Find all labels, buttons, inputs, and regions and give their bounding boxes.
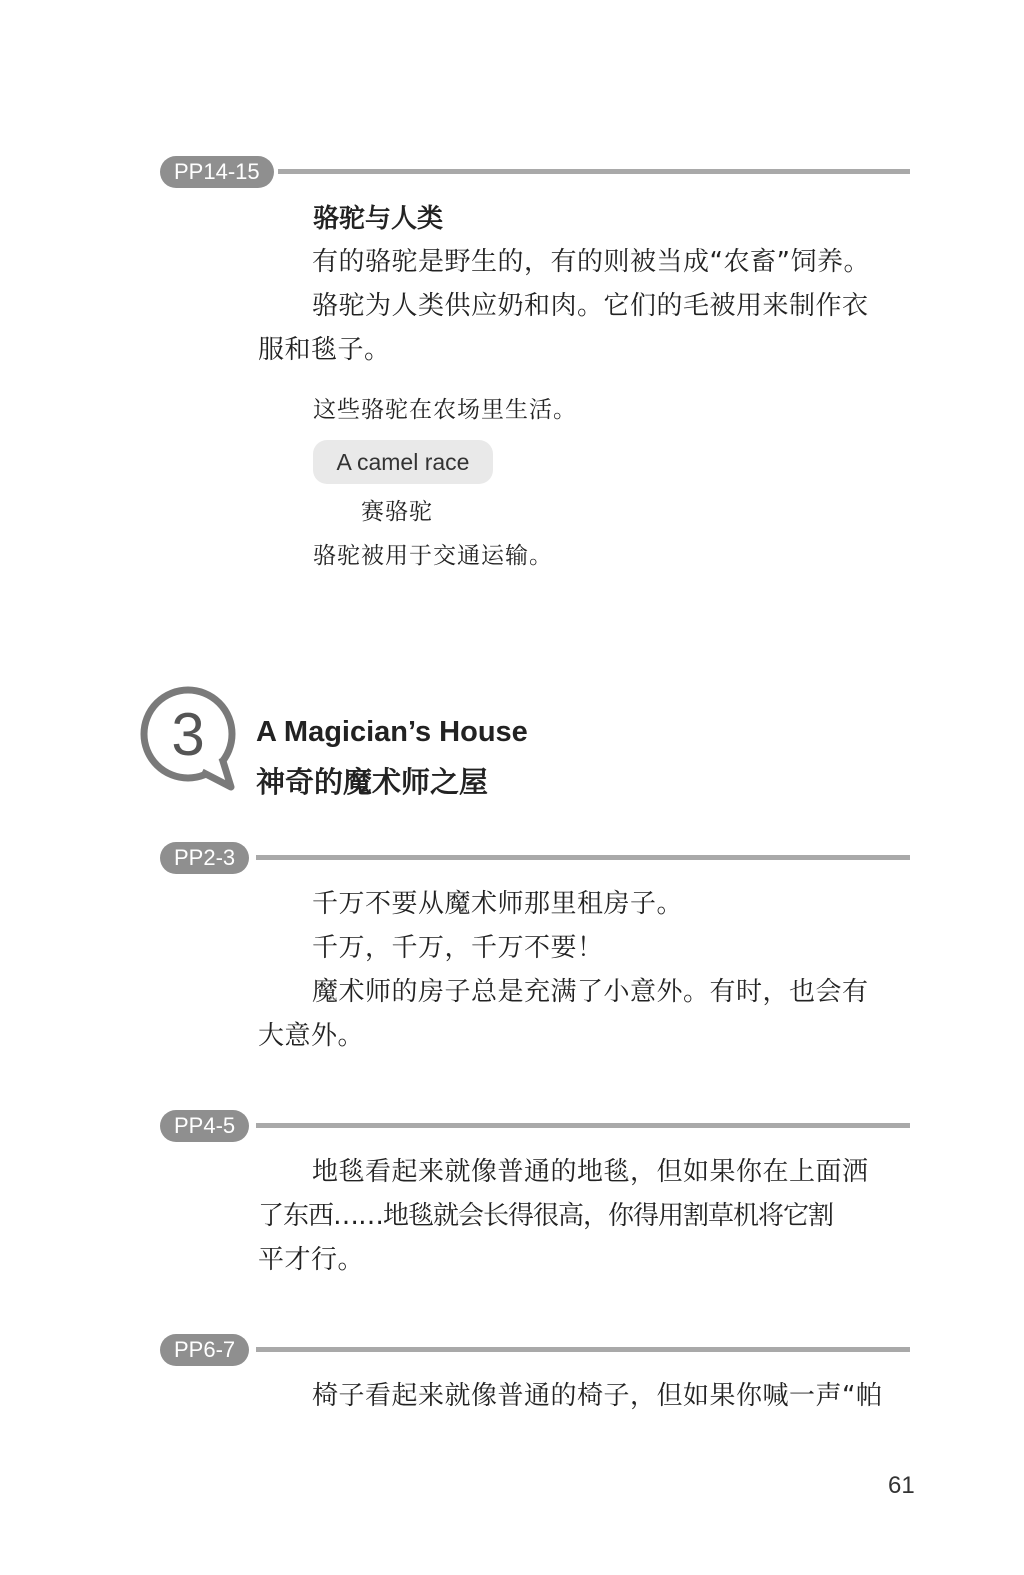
section-label: PP6-7 xyxy=(160,1334,249,1366)
page-number: 61 xyxy=(888,1472,915,1499)
section-label: PP4-5 xyxy=(160,1110,249,1142)
paragraph xyxy=(258,1014,908,1058)
paragraph-text: 千万，千万，千万不要！ xyxy=(312,933,604,963)
paragraph-text: 了东西……地毯就会长得很高，你得用割草机将它割 xyxy=(258,1201,834,1231)
paragraph-text: 平才行。 xyxy=(258,1245,365,1275)
section-header-pp2-3 xyxy=(160,842,910,874)
paragraph xyxy=(258,1374,908,1418)
chapter-number: 3 xyxy=(171,701,205,768)
subsection-heading: 骆驼与人类 xyxy=(313,204,444,234)
paragraph xyxy=(258,1238,908,1282)
speech-bubble-icon xyxy=(138,684,238,794)
section-rule xyxy=(278,169,910,174)
paragraph-text: 椅子看起来就像普通的椅子，但如果你喊一声“帕 xyxy=(312,1381,883,1411)
paragraph-text: 地毯看起来就像普通的地毯，但如果你在上面洒 xyxy=(312,1157,869,1187)
paragraph xyxy=(258,970,908,1014)
chapter-number-badge xyxy=(138,684,238,794)
paragraph-text: 魔术师的房子总是充满了小意外。有时，也会有 xyxy=(312,977,869,1007)
paragraph xyxy=(258,1194,908,1238)
section-label: PP14-15 xyxy=(160,156,274,188)
paragraph-text: 大意外。 xyxy=(258,1021,365,1051)
section-header-pp14-15 xyxy=(160,156,910,188)
paragraph xyxy=(258,328,908,372)
section-label: PP2-3 xyxy=(160,842,249,874)
paragraph-text: 骆驼为人类供应奶和肉。它们的毛被用来制作衣 xyxy=(312,291,869,321)
image-caption: 赛骆驼 xyxy=(361,499,433,525)
paragraph-text: 有的骆驼是野生的，有的则被当成“农畜”饲养。 xyxy=(312,247,870,277)
image-caption: 骆驼被用于交通运输。 xyxy=(313,543,553,569)
english-label: A camel race xyxy=(313,440,493,484)
paragraph xyxy=(258,926,908,970)
section-rule xyxy=(256,1123,910,1128)
section-rule xyxy=(256,855,910,860)
chapter-title-zh: 神奇的魔术师之屋 xyxy=(256,765,489,799)
section-rule xyxy=(256,1347,910,1352)
chapter-title-en: A Magician’s House xyxy=(256,716,528,748)
image-caption: 这些骆驼在农场里生活。 xyxy=(313,397,577,423)
paragraph xyxy=(258,882,908,926)
paragraph-text: 千万不要从魔术师那里租房子。 xyxy=(312,889,684,919)
section-header-pp6-7 xyxy=(160,1334,910,1366)
paragraph xyxy=(258,240,908,284)
paragraph xyxy=(258,1150,908,1194)
paragraph-text: 服和毯子。 xyxy=(258,335,391,365)
paragraph xyxy=(258,284,908,328)
section-header-pp4-5 xyxy=(160,1110,910,1142)
